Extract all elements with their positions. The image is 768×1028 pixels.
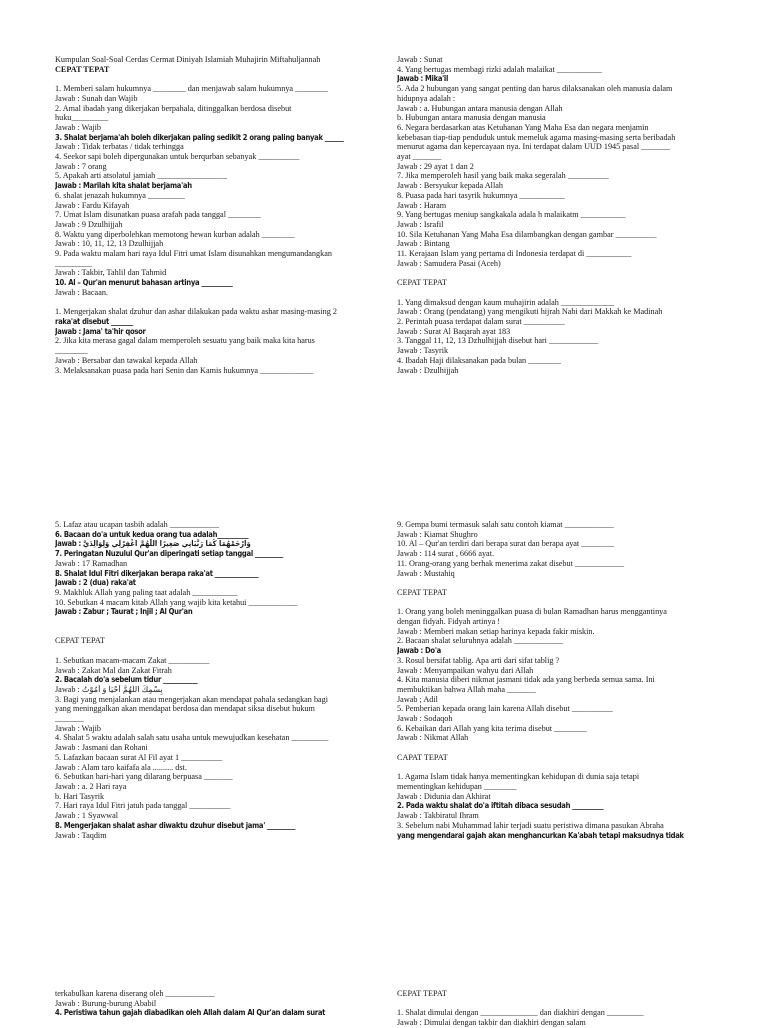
text-line: Jawab : Kiamat Shughro (397, 529, 478, 539)
text-line: 3. Bagi yang menjalankan atau mengerjakan akan mendapat pahala sedangkan bagi (55, 694, 329, 704)
text-line: 4. Kita manusia diberi nikmat jasmani tidak ada yang berbeda semua sama. Ini (397, 675, 655, 685)
text-line: CEPAT TEPAT (397, 587, 447, 597)
text-line: Jawab : Dzulhijjah (397, 365, 459, 375)
text-line: Jawab : Mika'il (397, 74, 449, 84)
text-line: Jawab : Sunat (397, 55, 443, 64)
text-line: 2. Pada waktu shalat do'a iftitah dibaca sesudah __________ (397, 801, 604, 811)
text-line: Kumpulan Soal-Soal Cerdas Cermat Diniyah Islamiah Muhajirin Miftahuljannah (55, 55, 321, 64)
text-line: Jawab : Didunia dan Akhirat (397, 791, 491, 801)
text-line: Jawab : Mustahiq (397, 568, 455, 578)
text-line: CEPAT TEPAT (397, 278, 447, 288)
blank-line (55, 298, 375, 308)
text-line: terkabulkan karena diserang oleh ____________ (55, 989, 215, 998)
text-line: 1. Yang dimaksud dengan kaum muhajirin adalah _____________ (397, 297, 615, 307)
text-line: 4. Ibadah Haji dilaksanakan pada bulan ________ (397, 355, 561, 365)
text-line: 1. Memberi salam hukumnya ________ dan menjawab salam hukumnya ________ (55, 84, 328, 94)
text-line: CAPAT TEPAT (397, 752, 448, 762)
text-line: Jawab : 2 (dua) raka'at (55, 578, 136, 588)
text-line: 4. Seekor sapi boleh dipergunakan untuk berqurban sebanyak __________ (55, 152, 300, 162)
text-line: 8. Shalat Idul Fitri dikerjakan berapa raka'at ______________ (55, 568, 259, 578)
text-line: b. Hubungan antara manusia dengan manusia (397, 113, 546, 123)
text-line: _________ (55, 258, 92, 268)
column-top-right (397, 55, 727, 375)
text-line: Jawab : a. 2 Hari raya (55, 781, 127, 791)
column-middle-right (397, 520, 727, 840)
text-line: Jawab : Israfil (397, 219, 444, 229)
text-line: 1. Mengerjakan shalat dzuhur dan ashar dilakukan pada waktu ashar masing-masing 2 (55, 307, 337, 317)
text-line: 6. Negara berdasarkan atas Ketuhanan Yang Maha Esa dan negara menjamin (397, 122, 649, 132)
text-line: Jawab : Do'a (397, 646, 441, 656)
text-line: Jawab : Burung-burung Ababil (55, 998, 157, 1008)
text-line: Jawab ; Adil (397, 694, 438, 704)
text-line: 1. Agama Islam tidak hanya mementingkan kehidupan di dunia saja tetapi (397, 772, 640, 782)
text-line: 11. Kerajaan Islam yang pertama di Indonesia terdapat di ___________ (397, 249, 632, 259)
text-line: Jawab : 17 Ramadhan (55, 558, 128, 568)
text-line: Jawab : 114 surat , 6666 ayat. (397, 549, 495, 559)
text-line: Jawab : 1 Syawwal (55, 811, 118, 821)
text-line: membuktikan bahwa Allah maha _______ (397, 684, 536, 694)
text-line: 4. Yang bertugas membagi rizki adalah malaikat ___________ (397, 64, 602, 74)
text-line: Jawab : Haram (397, 200, 447, 210)
text-line: 5. Pemberian kepada orang lain karena Allah disebut __________ (397, 704, 613, 714)
text-line: Jawab : Zakat Mal dan Zakat Fitrah (55, 665, 172, 675)
text-line: Jawab : Surat Al Baqarah ayat 183 (397, 326, 511, 336)
text-line: 2. Perintah puasa terdapat dalam surat __________ (397, 316, 565, 326)
text-line: Jawab : Bersabar dan tawakal kepada Allah (55, 355, 198, 365)
text-line: b. Hari Tasyrik (55, 791, 105, 801)
text-line: 7. Jika memperoleh hasil yang baik maka segeralah __________ (397, 171, 609, 181)
text-line: Jawab : Taqdim (55, 830, 107, 840)
text-line: 6. Sebutkan hari-hari yang dilarang berpuasa _______ (55, 772, 233, 782)
text-line: 9. Gempa bumi termasuk salah satu contoh kiamat ____________ (397, 520, 614, 529)
text-line: 2. Bacaan shalat seluruhnya adalah ____________ (397, 636, 563, 646)
text-line: Jawab : Wajib (55, 122, 102, 132)
text-line: Jawab : Jama' ta'hir qosor (55, 326, 146, 336)
text-line: 5. Apakah arti atsolatul jamiah _________________ (55, 171, 227, 181)
text-line: 3. Melaksanakan puasa pada hari Senin dan Kamis hukumnya _____________ (55, 365, 314, 375)
text-line: 3. Tanggal 11, 12, 13 Dzhulhijjah disebut hari ____________ (397, 336, 599, 346)
text-line: Jawab : 29 ayat 1 dan 2 (397, 161, 474, 171)
text-line: 6. shalat jenazah hukumnya _________ (55, 190, 185, 200)
text-line: ________ (55, 346, 88, 356)
text-line: 7. Peringatan Nuzulul Qur'an diperingati setiap tanggal _________ (55, 549, 283, 559)
text-line: Jawab : Orang (pendatang) yang mengikuti hijrah Nabi dari Makkah ke Madinah (397, 307, 663, 317)
text-line: Jawab : Sunah dan Wajib (55, 93, 138, 103)
text-line: huku_________ (55, 113, 109, 123)
text-line: Jawab : 9 Dzulhijjah (55, 219, 123, 229)
text-line: Jawab : 7 orang (55, 161, 107, 171)
blank-line (397, 999, 727, 1009)
text-line: CEPAT TEPAT (55, 64, 110, 74)
text-line: 7. Umat Islam disunatkan puasa arafah pada tanggal ________ (55, 210, 261, 220)
text-line: CEPAT TEPAT (397, 989, 447, 998)
text-line: 2. Jika kita merasa gagal dalam memperoleh sesuatu yang baik maka kita harus (55, 336, 315, 346)
text-line: 2. Amal ibadah yang dikerjakan berpahala, ditinggalkan berdosa disebut (55, 103, 292, 113)
text-line: Jawab : Samudera Pasai (Aceh) (397, 258, 501, 268)
text-line: Jawab : Jasmani dan Rohani (55, 743, 148, 753)
blank-line (397, 578, 727, 588)
blank-line (55, 646, 375, 656)
blank-line (397, 268, 727, 278)
blank-line (397, 288, 727, 298)
text-line: 3. Shalat berjama'ah boleh dikerjakan paling sedikit 2 orang paling banyak ______ (55, 132, 344, 142)
text-line: Jawab : Takbir, Tahlil dan Tahmid (55, 268, 167, 278)
text-line: 9. Yang bertugas meniup sangkakala adala h malaikatm ___________ (397, 210, 626, 220)
text-line: 1. Orang yang boleh meninggalkan puasa di bulan Ramadhan harus menggantinya (397, 607, 667, 617)
column-bottom-left (55, 989, 375, 1018)
blank-line (55, 627, 375, 637)
text-line: 3. Rosul bersifat tablig. Apa arti dari sifat tablig ? (397, 655, 560, 665)
text-line: 5. Lafaz atau ucapan tasbih adalah ____________ (55, 520, 219, 529)
blank-line (397, 743, 727, 753)
column-middle-left (55, 520, 375, 840)
text-line: 10. Sebutkan 4 macam kitab Allah yang wajib kita ketahui ____________ (55, 597, 298, 607)
text-line: 3. Sebelum nabi Muhammad lahir terjadi suatu peristiwa dimana pasukan Abraha (397, 820, 664, 830)
text-line: Jawab : Sodaqoh (397, 714, 453, 724)
text-line: Jawab : Takbiratul Ihram (397, 811, 479, 821)
text-line: Jawab : Tidak terbatas / tidak terhingga (55, 142, 184, 152)
text-line: 6. Kebaikan dari Allah yang kita terima disebut ________ (397, 723, 587, 733)
blank-line (55, 74, 375, 84)
text-line: raka'at disebut _______ (55, 316, 133, 326)
text-line: Jawab : Bintang (397, 239, 450, 249)
text-line: Jawab : 10, 11, 12, 13 Dzulhijjah (55, 239, 164, 249)
text-line: Jawab : Wajib (55, 723, 102, 733)
text-line: 8. Puasa pada hari tasyrik hukumnya ___________ (397, 190, 565, 200)
text-line: kebebasan tiap-tiap penduduk untuk memeluk agama masing-masing serta beribadah (397, 132, 676, 142)
blank-line (397, 598, 727, 608)
text-line: 4. Shalat 5 waktu adalah salah satu usaha untuk mewujudkan kesehatan _________ (55, 733, 329, 743)
text-line: Jawab : Bacaan. (55, 287, 108, 297)
text-line: 7. Hari raya Idul Fitri jatuh pada tanggal __________ (55, 801, 231, 811)
text-line: Jawab : a. Hubungan antara manusia dengan Allah (397, 103, 563, 113)
text-line: 6. Bacaan do'a untuk kedua orang tua adalah__________ (55, 529, 249, 539)
text-line: 10. Al – Qur'an menurut bahasan artinya __________ (55, 278, 233, 288)
text-line: 8. Waktu yang diperbolehkan memotong hewan kurban adalah ________ (55, 229, 295, 239)
text-line: 10. Sila Ketuhanan Yang Maha Esa dilambangkan dengan gambar __________ (397, 229, 657, 239)
text-line: Jawab : Tasyrik (397, 346, 449, 356)
text-line: 1. Sebutkan macam-macam Zakat __________ (55, 655, 210, 665)
text-line: Jawab : وَارْحَمْهُمَا كَمَا رَبَّيَانِي صَغِيرًا اللَّهُمَّ اغْفِرْلِي وَلِوَالِدَيَّ (55, 539, 251, 549)
text-line: 9. Makhluk Allah yang paling taat adalah ___________ (55, 587, 238, 597)
text-line: menurut agama dan kepercayaan nya. Ini terdapat dalam UUD 1945 pasal _______ (397, 142, 670, 152)
text-line: 2. Bacalah do'a sebelum tidur ___________ (55, 675, 198, 685)
text-line: ayat _______ (397, 152, 442, 162)
text-line: CEPAT TEPAT (55, 636, 105, 646)
text-line: mementingkan kehidupan ________ (397, 781, 517, 791)
text-line: hidupnya adalah : (397, 93, 456, 103)
text-line: 5. Ada 2 hubungan yang sangat penting dan harus dilaksanakan oleh manusia dalam (397, 84, 673, 94)
text-line: 1. Shalat dimulai dengan ______________ dan diakhiri dengan _________ (397, 1008, 644, 1018)
text-line: yang meninggalkan akan mendapat berdosa dan mendapat siksa disebut hukum (55, 704, 315, 714)
text-line: _______ (55, 714, 84, 724)
blank-line (55, 617, 375, 627)
blank-line (397, 763, 727, 773)
column-bottom-right (397, 989, 727, 1028)
text-line: Jawab : Dimulai dengan takbir dan diakhiri dengan salam (397, 1018, 586, 1028)
text-line: Jawab : Fardu Kifayah (55, 200, 130, 210)
text-line: 10. Al – Qur'an terdiri dari berapa surat dan berapa ayat ________ (397, 539, 615, 549)
text-line: 11. Orang-orang yang berhak menerima zakat disebut ____________ (397, 558, 625, 568)
text-line: 4. Peristiwa tahun gajah diabadikan oleh Allah dalam Al Qur'an dalam surat (55, 1008, 326, 1018)
text-line: yang mengendarai gajah akan menghancurkan Ka'abah tetapi maksudnya tidak (397, 830, 684, 840)
text-line: Jawab : Nikmat Allah (397, 733, 469, 743)
column-top-left (55, 55, 375, 375)
text-line: dengan fidyah. Fidyah artinya ! (397, 617, 500, 627)
text-line: 5. Lafazkan bacaan surat Al Fil ayat 1 __________ (55, 752, 223, 762)
text-line: Jawab : Alam taro kaifafa ala .......... dst. (55, 762, 187, 772)
text-line: Jawab : Menyampaikan wahyu dari Allah (397, 665, 534, 675)
text-line: Jawab : Bersyukur kepada Allah (397, 181, 503, 191)
text-line: Jawab : Marilah kita shalat berjama'ah (55, 181, 192, 191)
text-line: Jawab : بِسْمِكَ اللَّهُمَّ أَحْيَا وَ أَمُوْتُ (55, 684, 163, 694)
text-line: 8. Mengerjakan shalat ashar diwaktu dzuhur disebut jama' _________ (55, 820, 296, 830)
text-line: Jawab : Zabur ; Taurat ; Injil ; Al Qur'an (55, 607, 193, 617)
text-line: 9. Pada waktu malam hari raya Idul Fitri umat Islam disunahkan mengumandangkan (55, 249, 332, 259)
text-line: Jawab : Memberi makan setiap harinya kepada fakir miskin. (397, 626, 595, 636)
